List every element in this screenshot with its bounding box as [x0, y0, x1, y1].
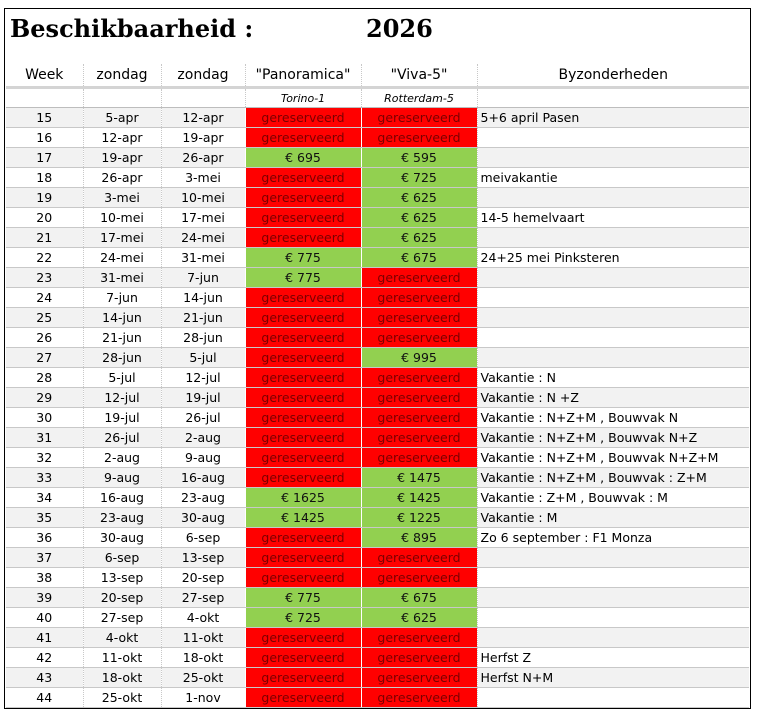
from-date-cell: 10-mei — [83, 208, 161, 228]
from-date-cell: 19-jul — [83, 408, 161, 428]
note-cell: Zo 6 september : F1 Monza — [477, 528, 749, 548]
panoramica-status-cell: gereserveerd — [245, 448, 361, 468]
subheader-notes — [477, 88, 749, 108]
to-date-cell: 12-apr — [161, 108, 245, 128]
week-cell: 39 — [6, 588, 83, 608]
viva-status-cell: gereserveerd — [361, 568, 477, 588]
to-date-cell: 4-okt — [161, 608, 245, 628]
viva-status-cell: gereserveerd — [361, 648, 477, 668]
week-cell: 22 — [6, 248, 83, 268]
note-cell — [477, 348, 749, 368]
to-date-cell: 13-sep — [161, 548, 245, 568]
table-row — [6, 448, 749, 468]
to-date-cell: 6-sep — [161, 528, 245, 548]
table-row — [6, 668, 749, 688]
to-date-cell: 27-sep — [161, 588, 245, 608]
viva-status-cell: € 625 — [361, 608, 477, 628]
from-date-cell: 24-mei — [83, 248, 161, 268]
note-cell: meivakantie — [477, 168, 749, 188]
availability-table — [6, 64, 749, 708]
from-date-cell: 12-jul — [83, 388, 161, 408]
viva-status-cell: € 625 — [361, 188, 477, 208]
table-row — [6, 408, 749, 428]
from-date-cell: 30-aug — [83, 528, 161, 548]
note-cell: Vakantie : N +Z — [477, 388, 749, 408]
note-cell — [477, 628, 749, 648]
to-date-cell: 3-mei — [161, 168, 245, 188]
to-date-cell: 23-aug — [161, 488, 245, 508]
to-date-cell: 20-sep — [161, 568, 245, 588]
panoramica-status-cell: € 775 — [245, 248, 361, 268]
week-cell: 34 — [6, 488, 83, 508]
panoramica-status-cell: gereserveerd — [245, 388, 361, 408]
viva-status-cell: gereserveerd — [361, 388, 477, 408]
panoramica-status-cell: € 695 — [245, 148, 361, 168]
from-date-cell: 5-apr — [83, 108, 161, 128]
to-date-cell: 26-apr — [161, 148, 245, 168]
panoramica-status-cell: € 775 — [245, 588, 361, 608]
note-cell — [477, 288, 749, 308]
week-cell: 43 — [6, 668, 83, 688]
viva-status-cell: € 625 — [361, 208, 477, 228]
note-cell: Vakantie : N+Z+M , Bouwvak N+Z+M — [477, 448, 749, 468]
note-cell: Herfst Z — [477, 648, 749, 668]
table-row — [6, 308, 749, 328]
week-cell: 16 — [6, 128, 83, 148]
week-cell: 33 — [6, 468, 83, 488]
panoramica-status-cell: gereserveerd — [245, 188, 361, 208]
table-row — [6, 108, 749, 128]
to-date-cell: 1-nov — [161, 688, 245, 708]
note-cell: Vakantie : N — [477, 368, 749, 388]
note-cell: Vakantie : Z+M , Bouwvak : M — [477, 488, 749, 508]
viva-status-cell: gereserveerd — [361, 628, 477, 648]
panoramica-status-cell: gereserveerd — [245, 108, 361, 128]
header-to-sunday: zondag — [161, 64, 245, 88]
subheader-from — [83, 88, 161, 108]
table-row — [6, 328, 749, 348]
from-date-cell: 25-okt — [83, 688, 161, 708]
from-date-cell: 20-sep — [83, 588, 161, 608]
to-date-cell: 16-aug — [161, 468, 245, 488]
to-date-cell: 2-aug — [161, 428, 245, 448]
table-row — [6, 428, 749, 448]
note-cell: Vakantie : M — [477, 508, 749, 528]
table-row — [6, 368, 749, 388]
viva-status-cell: gereserveerd — [361, 448, 477, 468]
table-row — [6, 288, 749, 308]
to-date-cell: 14-jun — [161, 288, 245, 308]
table-body — [6, 108, 749, 708]
note-cell — [477, 328, 749, 348]
viva-status-cell: gereserveerd — [361, 408, 477, 428]
week-cell: 23 — [6, 268, 83, 288]
viva-status-cell: gereserveerd — [361, 688, 477, 708]
viva-status-cell: € 625 — [361, 228, 477, 248]
note-cell — [477, 608, 749, 628]
week-cell: 30 — [6, 408, 83, 428]
week-cell: 20 — [6, 208, 83, 228]
week-cell: 29 — [6, 388, 83, 408]
from-date-cell: 4-okt — [83, 628, 161, 648]
header-from-sunday: zondag — [83, 64, 161, 88]
viva-status-cell: gereserveerd — [361, 128, 477, 148]
viva-status-cell: € 675 — [361, 588, 477, 608]
viva-status-cell: gereserveerd — [361, 668, 477, 688]
from-date-cell: 14-jun — [83, 308, 161, 328]
table-row — [6, 588, 749, 608]
viva-status-cell: gereserveerd — [361, 288, 477, 308]
panoramica-status-cell: gereserveerd — [245, 208, 361, 228]
table-row — [6, 168, 749, 188]
panoramica-status-cell: gereserveerd — [245, 628, 361, 648]
panoramica-status-cell: gereserveerd — [245, 688, 361, 708]
header-viva: "Viva-5" — [361, 64, 477, 88]
table-row — [6, 208, 749, 228]
to-date-cell: 25-okt — [161, 668, 245, 688]
table-row — [6, 548, 749, 568]
week-cell: 26 — [6, 328, 83, 348]
note-cell — [477, 588, 749, 608]
panoramica-status-cell: gereserveerd — [245, 128, 361, 148]
week-cell: 44 — [6, 688, 83, 708]
from-date-cell: 26-apr — [83, 168, 161, 188]
week-cell: 42 — [6, 648, 83, 668]
to-date-cell: 30-aug — [161, 508, 245, 528]
subheader-row — [6, 88, 749, 108]
viva-status-cell: € 995 — [361, 348, 477, 368]
table-row — [6, 468, 749, 488]
to-date-cell: 24-mei — [161, 228, 245, 248]
week-cell: 27 — [6, 348, 83, 368]
table-row — [6, 228, 749, 248]
table-row — [6, 148, 749, 168]
week-cell: 25 — [6, 308, 83, 328]
from-date-cell: 12-apr — [83, 128, 161, 148]
panoramica-status-cell: € 775 — [245, 268, 361, 288]
table-row — [6, 648, 749, 668]
panoramica-status-cell: gereserveerd — [245, 668, 361, 688]
week-cell: 15 — [6, 108, 83, 128]
note-cell — [477, 548, 749, 568]
week-cell: 24 — [6, 288, 83, 308]
to-date-cell: 5-jul — [161, 348, 245, 368]
week-cell: 35 — [6, 508, 83, 528]
table-row — [6, 188, 749, 208]
note-cell — [477, 308, 749, 328]
to-date-cell: 28-jun — [161, 328, 245, 348]
page-title: Beschikbaarheid : — [10, 14, 254, 43]
table-row — [6, 128, 749, 148]
week-cell: 18 — [6, 168, 83, 188]
from-date-cell: 31-mei — [83, 268, 161, 288]
to-date-cell: 9-aug — [161, 448, 245, 468]
header-notes: Byzonderheden — [477, 64, 749, 88]
viva-status-cell: gereserveerd — [361, 328, 477, 348]
subheader-to — [161, 88, 245, 108]
from-date-cell: 23-aug — [83, 508, 161, 528]
note-cell — [477, 128, 749, 148]
table-row — [6, 628, 749, 648]
to-date-cell: 18-okt — [161, 648, 245, 668]
to-date-cell: 7-jun — [161, 268, 245, 288]
from-date-cell: 9-aug — [83, 468, 161, 488]
from-date-cell: 21-jun — [83, 328, 161, 348]
panoramica-status-cell: gereserveerd — [245, 548, 361, 568]
table-row — [6, 508, 749, 528]
table-row — [6, 528, 749, 548]
note-cell — [477, 688, 749, 708]
panoramica-status-cell: gereserveerd — [245, 228, 361, 248]
week-cell: 40 — [6, 608, 83, 628]
to-date-cell: 12-jul — [161, 368, 245, 388]
to-date-cell: 10-mei — [161, 188, 245, 208]
panoramica-status-cell: gereserveerd — [245, 528, 361, 548]
week-cell: 37 — [6, 548, 83, 568]
from-date-cell: 5-jul — [83, 368, 161, 388]
panoramica-status-cell: gereserveerd — [245, 348, 361, 368]
viva-status-cell: gereserveerd — [361, 268, 477, 288]
table-row — [6, 608, 749, 628]
table-row — [6, 348, 749, 368]
from-date-cell: 28-jun — [83, 348, 161, 368]
panoramica-status-cell: € 1425 — [245, 508, 361, 528]
viva-status-cell: € 895 — [361, 528, 477, 548]
week-cell: 21 — [6, 228, 83, 248]
panoramica-status-cell: gereserveerd — [245, 328, 361, 348]
table-row — [6, 488, 749, 508]
from-date-cell: 26-jul — [83, 428, 161, 448]
viva-status-cell: gereserveerd — [361, 428, 477, 448]
header-panoramica: "Panoramica" — [245, 64, 361, 88]
subheader-panoramica-location: Torino-1 — [245, 88, 361, 108]
note-cell: Herfst N+M — [477, 668, 749, 688]
week-cell: 36 — [6, 528, 83, 548]
viva-status-cell: € 1425 — [361, 488, 477, 508]
header-row — [6, 64, 749, 88]
header-week: Week — [6, 64, 83, 88]
week-cell: 38 — [6, 568, 83, 588]
viva-status-cell: € 725 — [361, 168, 477, 188]
from-date-cell: 16-aug — [83, 488, 161, 508]
note-cell: 14-5 hemelvaart — [477, 208, 749, 228]
to-date-cell: 19-jul — [161, 388, 245, 408]
note-cell: Vakantie : N+Z+M , Bouwvak N+Z — [477, 428, 749, 448]
panoramica-status-cell: gereserveerd — [245, 568, 361, 588]
note-cell — [477, 148, 749, 168]
panoramica-status-cell: gereserveerd — [245, 468, 361, 488]
table-row — [6, 568, 749, 588]
panoramica-status-cell: gereserveerd — [245, 168, 361, 188]
panoramica-status-cell: gereserveerd — [245, 648, 361, 668]
table-row — [6, 388, 749, 408]
to-date-cell: 19-apr — [161, 128, 245, 148]
panoramica-status-cell: gereserveerd — [245, 408, 361, 428]
to-date-cell: 17-mei — [161, 208, 245, 228]
week-cell: 31 — [6, 428, 83, 448]
week-cell: 32 — [6, 448, 83, 468]
panoramica-status-cell: € 725 — [245, 608, 361, 628]
from-date-cell: 17-mei — [83, 228, 161, 248]
table-row — [6, 248, 749, 268]
week-cell: 19 — [6, 188, 83, 208]
table-row — [6, 688, 749, 708]
note-cell: 24+25 mei Pinksteren — [477, 248, 749, 268]
panoramica-status-cell: gereserveerd — [245, 308, 361, 328]
viva-status-cell: € 1225 — [361, 508, 477, 528]
from-date-cell: 11-okt — [83, 648, 161, 668]
panoramica-status-cell: gereserveerd — [245, 288, 361, 308]
viva-status-cell: € 675 — [361, 248, 477, 268]
note-cell — [477, 188, 749, 208]
from-date-cell: 19-apr — [83, 148, 161, 168]
from-date-cell: 3-mei — [83, 188, 161, 208]
from-date-cell: 6-sep — [83, 548, 161, 568]
viva-status-cell: gereserveerd — [361, 368, 477, 388]
note-cell — [477, 568, 749, 588]
from-date-cell: 27-sep — [83, 608, 161, 628]
viva-status-cell: gereserveerd — [361, 108, 477, 128]
year-label: 2026 — [366, 14, 433, 43]
note-cell — [477, 228, 749, 248]
note-cell — [477, 268, 749, 288]
table-row — [6, 268, 749, 288]
note-cell: Vakantie : N+Z+M , Bouwvak N — [477, 408, 749, 428]
panoramica-status-cell: gereserveerd — [245, 428, 361, 448]
from-date-cell: 7-jun — [83, 288, 161, 308]
to-date-cell: 21-jun — [161, 308, 245, 328]
to-date-cell: 11-okt — [161, 628, 245, 648]
note-cell: 5+6 april Pasen — [477, 108, 749, 128]
week-cell: 41 — [6, 628, 83, 648]
week-cell: 28 — [6, 368, 83, 388]
viva-status-cell: € 1475 — [361, 468, 477, 488]
from-date-cell: 13-sep — [83, 568, 161, 588]
from-date-cell: 18-okt — [83, 668, 161, 688]
panoramica-status-cell: € 1625 — [245, 488, 361, 508]
panoramica-status-cell: gereserveerd — [245, 368, 361, 388]
from-date-cell: 2-aug — [83, 448, 161, 468]
week-cell: 17 — [6, 148, 83, 168]
viva-status-cell: gereserveerd — [361, 308, 477, 328]
viva-status-cell: gereserveerd — [361, 548, 477, 568]
to-date-cell: 26-jul — [161, 408, 245, 428]
to-date-cell: 31-mei — [161, 248, 245, 268]
viva-status-cell: € 595 — [361, 148, 477, 168]
note-cell: Vakantie : N+Z+M , Bouwvak : Z+M — [477, 468, 749, 488]
subheader-viva-location: Rotterdam-5 — [361, 88, 477, 108]
subheader-week — [6, 88, 83, 108]
